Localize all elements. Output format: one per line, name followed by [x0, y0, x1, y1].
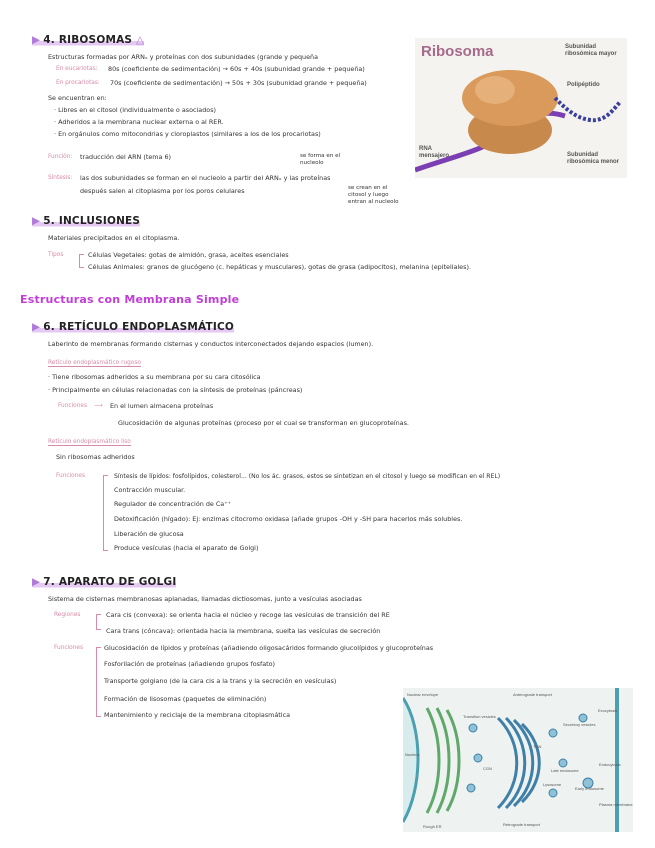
label-secretory: Secretory vesicles	[563, 722, 596, 727]
label-transition: Transition vesicles	[463, 714, 496, 719]
label-early-endosome: Early endosome	[575, 786, 604, 791]
label-anterograde: Anterograde transport	[513, 692, 552, 697]
rel-func-brace	[103, 475, 108, 551]
label-plasma-membrane: Plasma membrane	[599, 802, 633, 807]
heading-golgi	[32, 576, 176, 588]
warning-triangle-icon: △	[136, 34, 145, 46]
ribo-line-7: · En orgánulos como mitocondrias y cloroplastos (similares a los de los procariotas)	[54, 130, 321, 138]
heading-inclusiones	[32, 215, 140, 227]
golgi-func-label: Funciones	[54, 645, 83, 651]
label-cgn: CGN	[483, 766, 492, 771]
rer-func-label: Funciones	[58, 403, 87, 409]
heading-reticulo	[32, 321, 234, 333]
triangle-bullet-icon: ▶	[32, 215, 41, 227]
rel-title	[48, 438, 131, 447]
rer-title	[48, 359, 141, 368]
golgi-line-1: Sistema de cisternas membranosas aplanadas, llamadas dictiosomas, junto a vesículas asociadas	[48, 595, 362, 603]
nucleolo-note: se forma en el nucleolo	[300, 153, 341, 166]
label-tgn: TGN	[533, 744, 542, 749]
golgi-func-brace	[96, 647, 101, 717]
golgi-func-1: Glucosidación de lípidos y proteínas (añadiendo oligosacáridos formando glucolípidos y glucoproteínas	[104, 644, 434, 652]
golgi-svg	[403, 688, 633, 832]
ribosome-svg	[415, 38, 627, 178]
rel-title-text: Retículo endoplasmático liso	[48, 439, 131, 445]
rel-func-6: Produce vesículas (hacia el aparato de Golgi)	[114, 544, 259, 552]
pro-label: En procariotas:	[56, 80, 100, 86]
large-subunit-highlight	[475, 76, 515, 104]
func-label: Función:	[48, 154, 73, 160]
heading-ribosomas-text: 4. RIBOSOMAS	[43, 34, 133, 46]
ribosome-img-title: Ribosoma	[421, 43, 494, 60]
label-nuclear-envelope: Nuclear envelope	[407, 692, 439, 697]
golgi-illustration	[403, 688, 633, 832]
rer-func-2: Glucosidación de algunas proteínas (proceso por el cual se transforman en glucoproteínas.	[118, 419, 409, 427]
heading-ribosomas	[32, 34, 144, 46]
regiones-label: Regiones	[54, 612, 81, 618]
rer-func-1: En el lumen almacena proteínas	[110, 402, 214, 410]
re-line-1: Laberinto de membranas formando cisternas y conductos interconectados dejando espacios (lumen).	[48, 340, 374, 348]
rel-func-5: Liberación de glucosa	[114, 530, 184, 538]
golgi-func-3: Transporte golgiano (de la cara cis a la trans y la secreción en vesículas)	[104, 677, 337, 685]
section-membrana-simple: Estructuras con Membrana Simple	[20, 293, 240, 306]
heading-golgi-text: 7. APARATO DE GOLGI	[43, 576, 177, 588]
sint-text-2: después salen al citoplasma por los poros celulares	[80, 187, 245, 195]
sint-text: las dos subunidades se forman en el nucleolo a partir del ARNₓ y las proteínas	[80, 174, 331, 182]
rel-func-4: Detoxificación (hígado): Ej: enzimas citocromo oxidasa (añade grupos -OH y -SH para hacerlos más solubles.	[114, 515, 463, 523]
region-trans: Cara trans (cóncava): orientada hacia la membrana, suelta las vesículas de secreción	[106, 627, 381, 635]
sint-label: Síntesis:	[48, 175, 73, 181]
triangle-bullet-icon: ▶	[32, 321, 41, 333]
ribo-line-4: Se encuentran en:	[48, 94, 107, 102]
label-lysosome: Lysosome	[543, 782, 562, 787]
rna-label: RNA mensajero	[419, 146, 450, 159]
label-nucleus: Nucleus	[405, 752, 420, 757]
major-label: Subunidad ribosómica mayor	[565, 44, 617, 57]
euc-text: 80s (coeficiente de sedimentación) → 60s + 40s (subunidad grande + pequeña)	[108, 65, 365, 73]
triangle-bullet-icon: ▶	[32, 576, 41, 588]
triangle-bullet-icon: ▶	[32, 34, 41, 46]
region-cis: Cara cis (convexa): se orienta hacia el núcleo y recoge las vesículas de transición del RE	[106, 611, 390, 619]
regiones-brace	[96, 614, 101, 630]
label-retrograde: Retrograde transport	[503, 822, 540, 827]
euc-label: En eucariotas:	[56, 66, 98, 72]
rer-title-text: Retículo endoplasmático rugoso	[48, 360, 141, 366]
golgi-func-4: Formación de lisosomas (paquetes de eliminación)	[104, 695, 267, 703]
tipos-label: Tipos	[48, 252, 64, 258]
ribo-line-5: · Libres en el citosol (individualmente o asociados)	[54, 106, 217, 114]
polypeptide-chain	[555, 98, 620, 120]
golgi-func-5: Mantenimiento y reciclaje de la membrana citoplasmática	[104, 711, 290, 719]
incl-line-1: Materiales precipitados en el citoplasma.	[48, 234, 180, 242]
tipos-brace	[79, 254, 84, 268]
rel-line-1: Sin ribosomas adheridos	[56, 453, 135, 461]
pro-text: 70s (coeficiente de sedimentación) → 50s + 30s (subunidad grande + pequeña)	[110, 79, 367, 87]
label-late-endosome: Late endosome	[551, 768, 579, 773]
rel-func-2: Contracción muscular.	[114, 486, 186, 494]
rer-line-1: · Tiene ribosomas adheridos a su membrana por su cara citosólica	[48, 373, 261, 381]
rel-func-1: Síntesis de lípidos: fosfolípidos, colesterol... (No los ác. grasos, estos se sintetizan en el citosol y luego se modifican en el REL)	[114, 473, 501, 480]
rel-func-label: Funciones	[56, 473, 85, 479]
citosol-note: se crean en el citosol y luego entran al nucleolo	[348, 185, 399, 205]
ribosome-illustration	[415, 38, 627, 178]
heading-reticulo-text: 6. RETÍCULO ENDOPLASMÁTICO	[43, 321, 235, 333]
golgi-func-2: Fosforilación de proteínas (añadiendo grupos fosfato)	[104, 660, 276, 668]
minor-label: Subunidad ribosómica menor	[567, 152, 620, 165]
label-rough-er: Rough ER	[423, 824, 442, 829]
ribo-line-6: · Adheridos a la membrana nuclear externa o al RER.	[54, 118, 224, 126]
incl-veg: Células Vegetales: gotas de almidón, grasa, aceites esenciales	[88, 251, 289, 259]
arrow-icon: ⟶	[94, 402, 103, 409]
heading-inclusiones-text: 5. INCLUSIONES	[43, 215, 141, 227]
polypeptide-label: Polipéptido	[567, 82, 600, 88]
label-exocytosis: Exocytosis	[598, 708, 618, 713]
rer-line-2: · Principalmente en células relacionadas con la síntesis de proteínas (páncreas)	[48, 386, 303, 394]
rel-func-3: Regulador de concentración de Ca⁺⁺	[114, 500, 231, 508]
label-endocytosis: Endocytosis	[599, 762, 621, 767]
func-text: traducción del ARN (tema 6)	[80, 153, 172, 161]
ribo-line-1: Estructuras formadas por ARNₓ y proteínas con dos subunidades (grande y pequeña	[48, 53, 319, 61]
incl-anim: Células Animales: granos de glucógeno (c. hepáticas y musculares), gotas de grasa (adipocitos), melanina (epiteliales).	[88, 263, 471, 271]
